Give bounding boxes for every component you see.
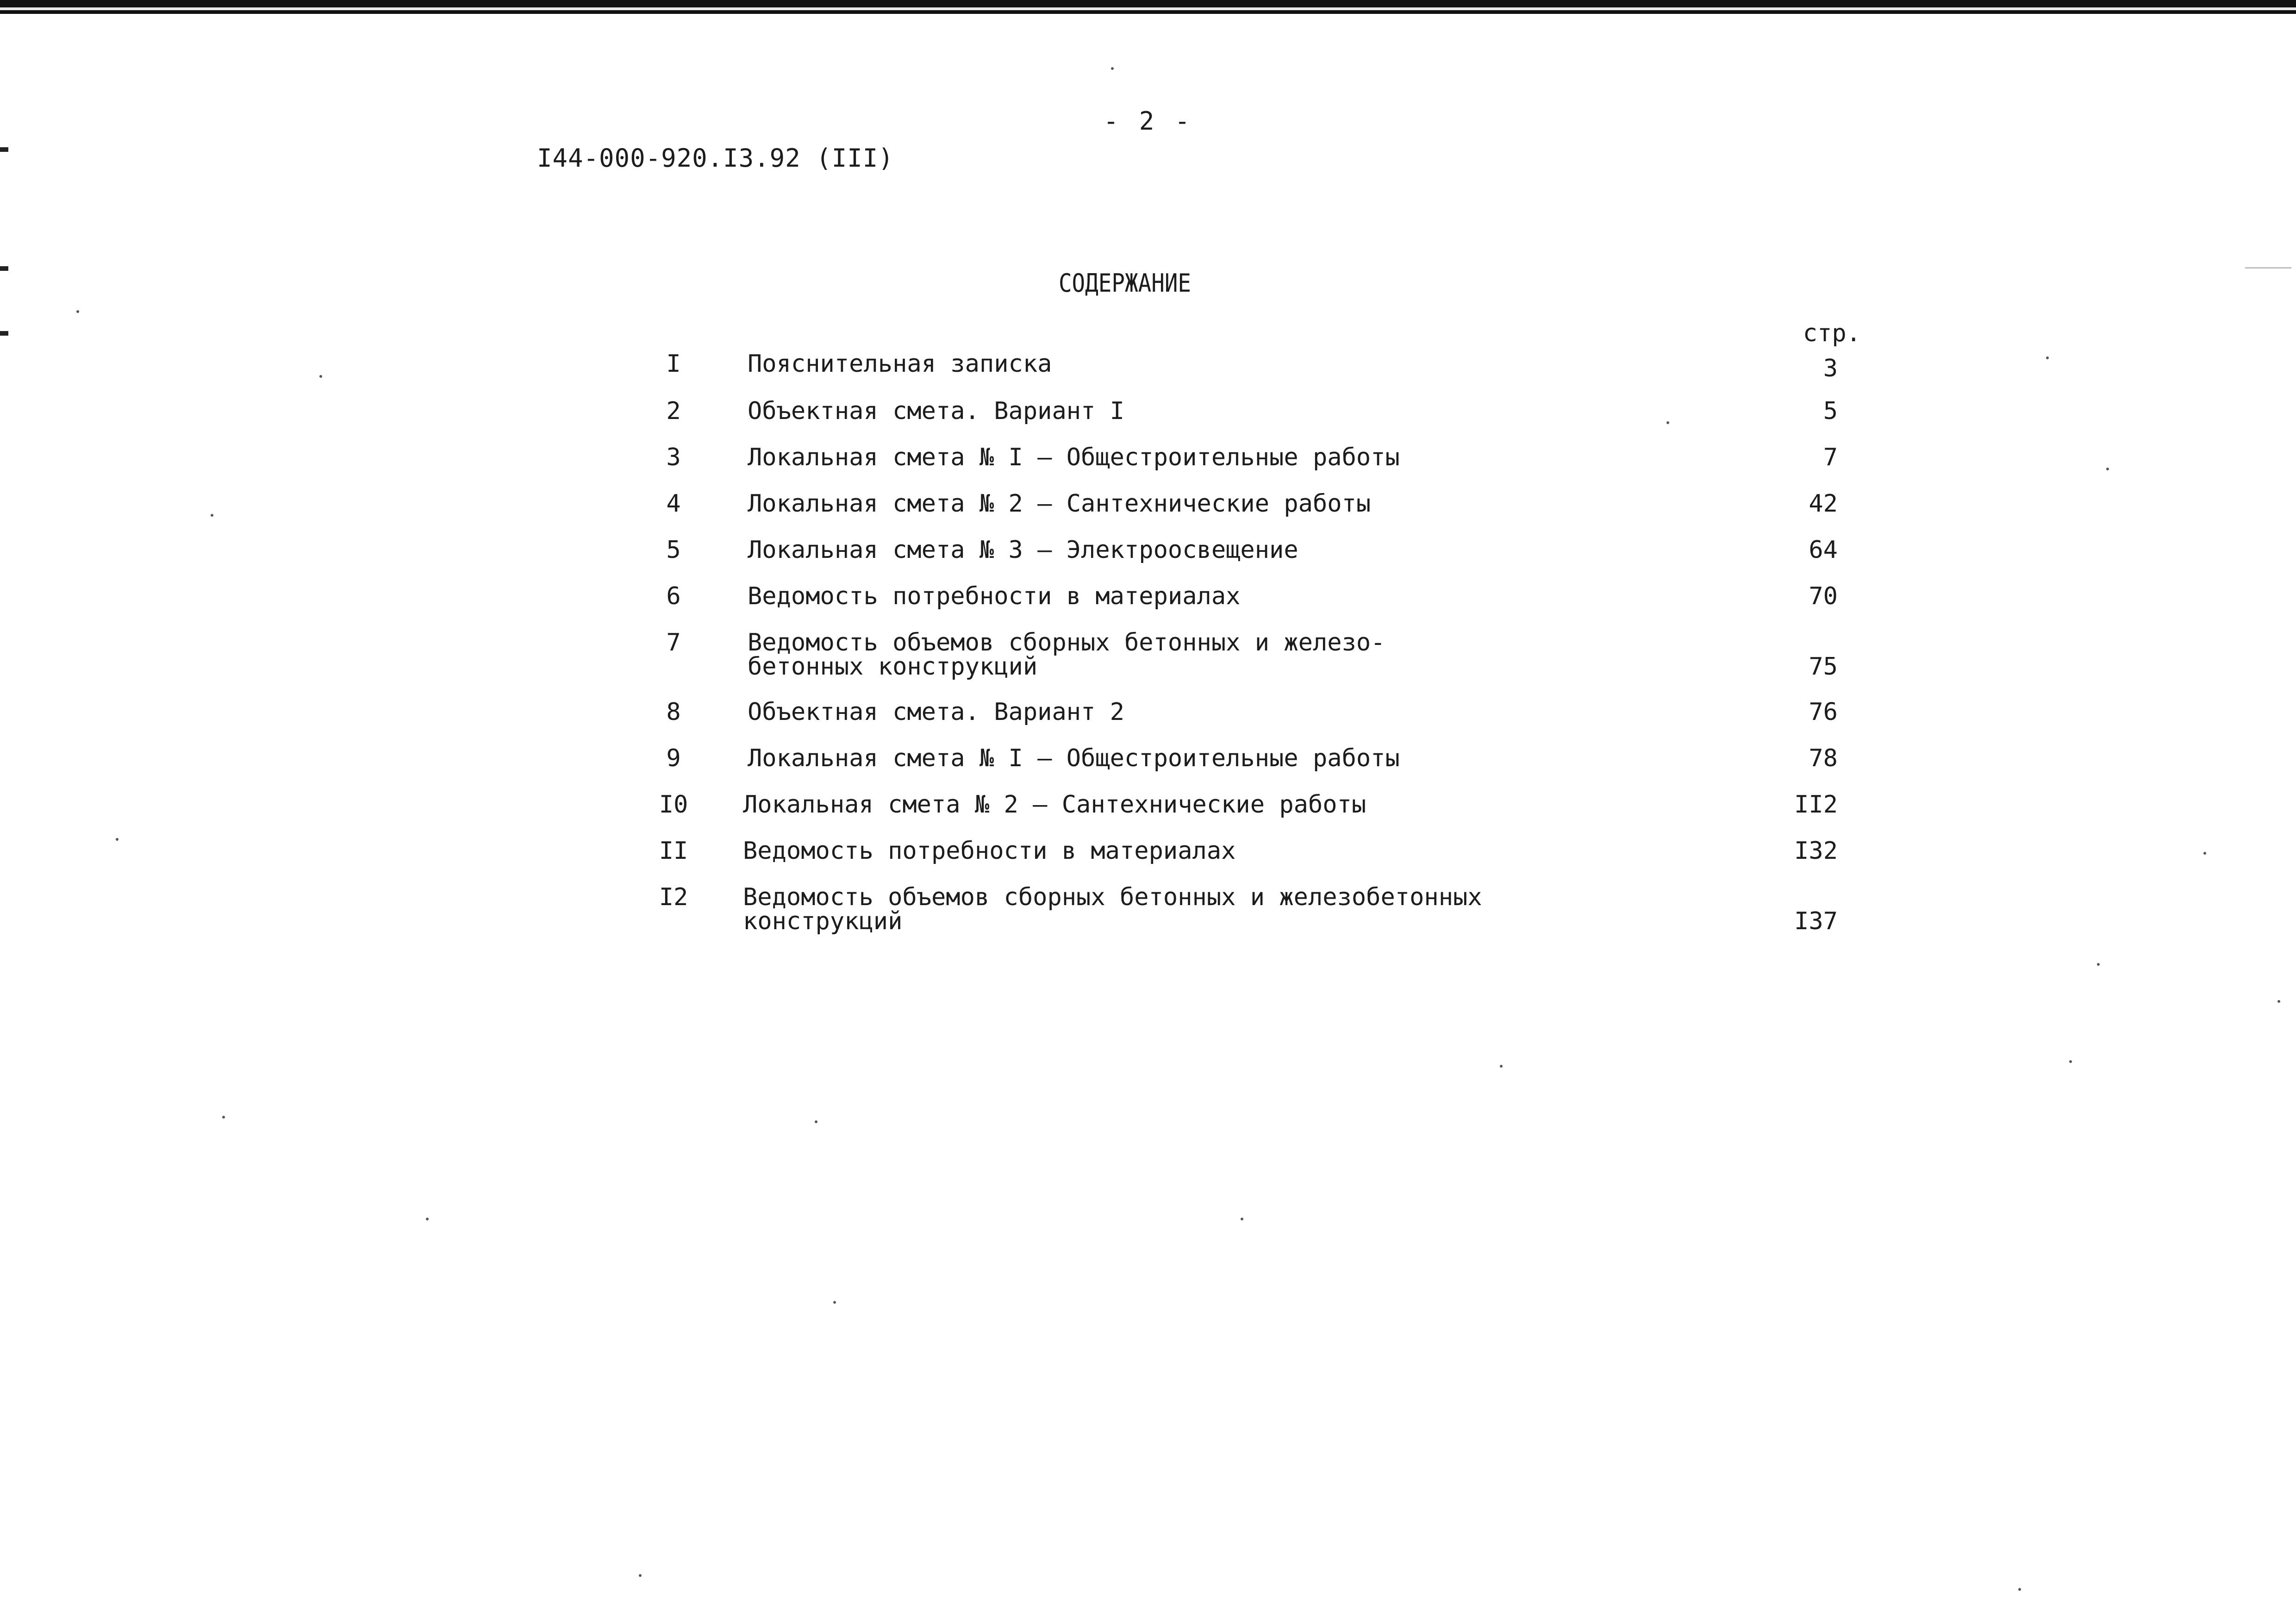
scan-edge-mark bbox=[0, 147, 8, 152]
scan-edge-mark bbox=[0, 266, 8, 271]
toc-row-title: Локальная смета № 3 – Электроосвещение bbox=[748, 536, 1298, 564]
scan-speck bbox=[833, 1301, 836, 1304]
scan-speck bbox=[1111, 67, 1114, 70]
toc-row-title: Ведомость объемов сборных бетонных и железобетонных конструкций bbox=[743, 883, 1482, 935]
scan-edge-mark bbox=[2245, 267, 2291, 269]
scan-speck bbox=[222, 1116, 225, 1119]
toc-row-number: I2 bbox=[659, 883, 688, 911]
toc-row-number: 6 bbox=[666, 582, 681, 610]
scan-speck bbox=[2018, 1588, 2021, 1591]
toc-row-page: 70 bbox=[1809, 582, 1838, 610]
toc-row-page: 64 bbox=[1809, 536, 1838, 564]
scan-speck bbox=[1666, 421, 1669, 424]
document-code: I44-000-920.I3.92 (III) bbox=[537, 144, 894, 173]
toc-row-title: Объектная смета. Вариант 2 bbox=[748, 698, 1124, 726]
scan-speck bbox=[815, 1120, 817, 1123]
scan-speck bbox=[639, 1574, 642, 1577]
toc-row-number: 3 bbox=[666, 444, 681, 471]
toc-title: СОДЕРЖАНИЕ bbox=[1058, 269, 1192, 298]
toc-row-number: 9 bbox=[666, 744, 681, 772]
toc-row-number: I bbox=[666, 350, 681, 378]
scan-speck bbox=[211, 514, 213, 517]
toc-row-title: Локальная смета № I – Общестроительные работы bbox=[748, 744, 1400, 772]
toc-row-number: 4 bbox=[666, 490, 681, 518]
scan-speck bbox=[2069, 1060, 2072, 1063]
toc-row-number: 2 bbox=[666, 397, 681, 425]
scan-speck bbox=[2203, 852, 2206, 855]
scan-speck bbox=[1241, 1218, 1243, 1220]
toc-row-page: 7 bbox=[1823, 444, 1838, 471]
toc-row-title: Локальная смета № 2 – Сантехнические работы bbox=[748, 490, 1371, 518]
scan-speck bbox=[1500, 1065, 1503, 1068]
toc-row-page: 42 bbox=[1809, 490, 1838, 518]
toc-row-title: Локальная смета № I – Общестроительные работы bbox=[748, 444, 1400, 471]
scan-speck bbox=[2106, 468, 2109, 470]
toc-row-number: II bbox=[659, 837, 688, 865]
toc-row-number: 8 bbox=[666, 698, 681, 726]
scan-speck bbox=[116, 838, 119, 841]
toc-row-number: 5 bbox=[666, 536, 681, 564]
toc-row-title: Объектная смета. Вариант I bbox=[748, 397, 1124, 425]
page-number: - 2 - bbox=[1103, 106, 1193, 136]
scan-edge-mark bbox=[0, 331, 8, 336]
toc-row-number: 7 bbox=[666, 629, 681, 656]
toc-row-title: Пояснительная записка bbox=[748, 350, 1052, 378]
toc-row-title: Локальная смета № 2 – Сантехнические работы bbox=[743, 791, 1366, 819]
scan-top-border-gap bbox=[0, 7, 2296, 10]
toc-row-page: I37 bbox=[1794, 907, 1838, 935]
page-column-header: стр. bbox=[1803, 319, 1861, 347]
toc-row-page: 76 bbox=[1809, 698, 1838, 726]
scan-speck bbox=[2277, 1000, 2280, 1003]
toc-row-page: 3 bbox=[1823, 355, 1838, 382]
scan-top-border bbox=[0, 0, 2296, 14]
scan-speck bbox=[319, 375, 322, 378]
scan-speck bbox=[76, 310, 79, 313]
toc-row-number: I0 bbox=[659, 791, 688, 819]
toc-row-title: Ведомость объемов сборных бетонных и железо- бетонных конструкций bbox=[748, 629, 1385, 681]
toc-row-page: II2 bbox=[1794, 791, 1838, 819]
toc-row-title: Ведомость потребности в материалах bbox=[743, 837, 1236, 865]
toc-row-page: I32 bbox=[1794, 837, 1838, 865]
toc-row-page: 78 bbox=[1809, 744, 1838, 772]
scan-speck bbox=[2097, 963, 2100, 966]
toc-row-title: Ведомость потребности в материалах bbox=[748, 582, 1241, 610]
scan-speck bbox=[2046, 356, 2049, 359]
toc-row-page: 75 bbox=[1809, 653, 1838, 681]
toc-row-page: 5 bbox=[1823, 397, 1838, 425]
scan-speck bbox=[426, 1218, 429, 1220]
